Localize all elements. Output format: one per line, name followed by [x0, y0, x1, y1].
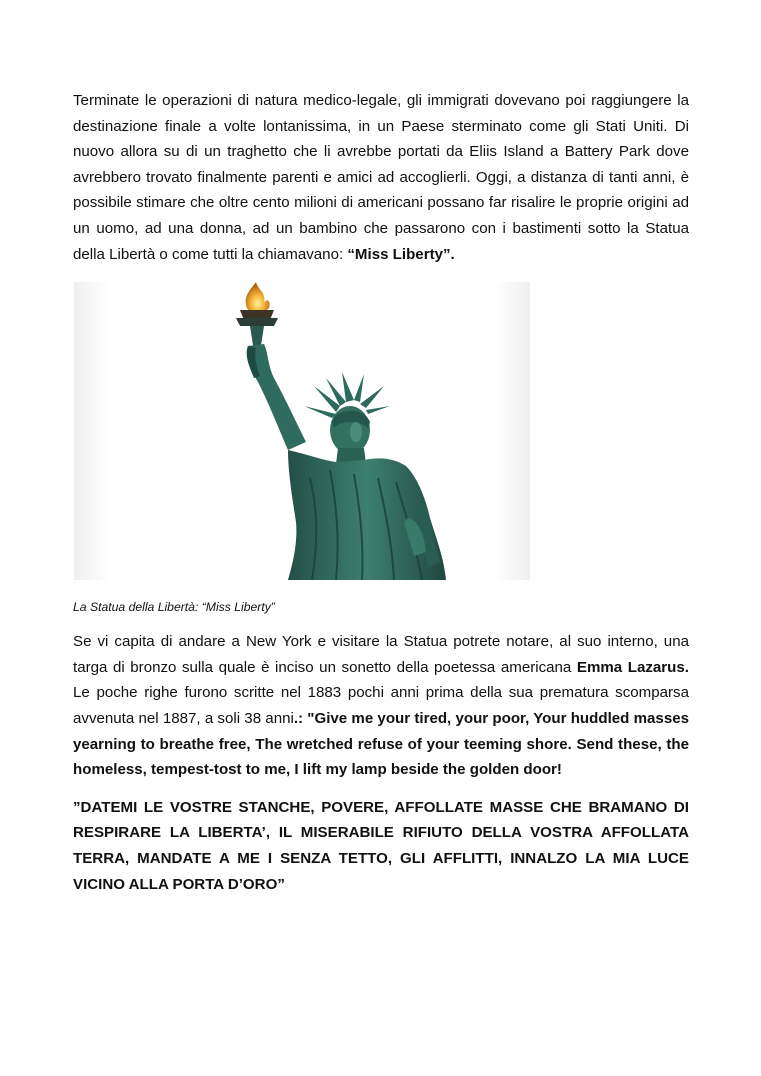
sonnet-intro: Se vi capita di andare a New York e visitare la Statua potrete notare, al suo interno, una targa di bronzo sulla quale è inciso un sonetto della poetessa americana: [73, 633, 689, 676]
statue-of-liberty-photo: [74, 282, 530, 580]
document-page: [73, 88, 689, 897]
sonnet-context: Le poche righe furono scritte nel 1883 pochi anni prima della sua prematura scomparsa avvenuta nel 1887, a soli 38 anni: [73, 684, 689, 727]
intro-text: Terminate le operazioni di natura medico-legale, gli immigrati dovevano poi raggiungere la destinazione finale a volte lontanissima, in un Paese sterminato come gli Stati Uniti. Di nuovo allora su di un traghetto che li avrebbe portati da Eliis Island a Battery Park dove avrebbero trovato finalmente parenti e amici ad accoglierli. Oggi, a distanza di tanti anni, è possibile stimare che oltre cento milioni di americani possano far risalire le proprie origini ad un uomo, ad una donna, ad un bambino che passarono con i bastimenti sotto la Statua della Libertà o come tutti la chiamavano:: [73, 92, 689, 263]
sonnet-paragraph: [73, 629, 689, 783]
sonnet-quote: .: "Give me your tired, your poor, Your huddled masses yearning to breathe free, The wretched refuse of your teeming shore. Send these, the homeless, tempest-tost to me, I lift my lamp beside the golden door!: [73, 709, 690, 779]
poet-name: Emma Lazarus.: [576, 658, 689, 676]
miss-liberty-bold: “Miss Liberty”.: [347, 245, 455, 263]
sonnet-translation: ”DATEMI LE VOSTRE STANCHE, POVERE, AFFOLLATE MASSE CHE BRAMANO DI RESPIRARE LA LIBERTA’, IL MISERABILE RIFIUTO DELLA VOSTRA AFFOLLATA TERRA, MANDATE A ME I SENZA TETTO, GLI AFFLITTI, INNALZO LA MIA LUCE VICINO ALLA PORTA D’ORO”: [73, 798, 689, 893]
intro-paragraph: [73, 88, 689, 267]
photo-caption: La Statua della Libertà: “Miss Liberty”: [73, 600, 275, 615]
